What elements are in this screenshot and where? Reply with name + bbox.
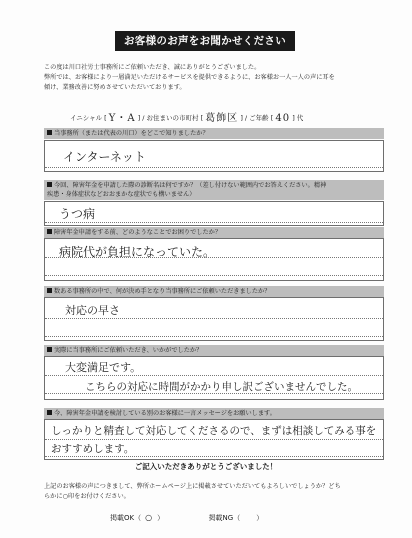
closing-message: ご記入いただきありがとうございました！ bbox=[134, 462, 278, 471]
residence-value: 葛飾区 bbox=[205, 113, 239, 124]
answer-text: インターネット bbox=[63, 150, 146, 164]
intro-line: 弊所では、お客様により一層満足いただけるサービスを提供できるように、お客様お一人一人の声に耳を bbox=[44, 74, 335, 81]
survey-title: お客様のお声をお聞かせください bbox=[115, 31, 295, 51]
question-5 bbox=[44, 345, 384, 356]
consent-line: 上記のお客様の声につきまして、弊所ホームページ上に掲載させていただいてもよろしいでしょうか？どち bbox=[44, 483, 341, 490]
question-4 bbox=[44, 286, 384, 297]
answer-box-4 bbox=[44, 297, 384, 341]
question-text: 実際に当事務所にご依頼いただき、いかがでしたか？ bbox=[54, 347, 203, 354]
publication-consent-text bbox=[44, 482, 384, 502]
question-1 bbox=[44, 128, 384, 139]
question-2 bbox=[44, 180, 384, 200]
question-text: 障害年金申請をする前、どのようなことでお困りでしたか？ bbox=[54, 229, 222, 236]
question-bullet-icon bbox=[47, 130, 52, 135]
question-6 bbox=[44, 408, 384, 419]
question-text: 疾患・身体症状などおおまかな症状でも構いません） bbox=[47, 191, 196, 198]
answer-rule bbox=[45, 275, 383, 276]
answer-text: しっかりと精査して対応してくださるので、まずは相談してみる事を bbox=[51, 425, 377, 437]
publish-ng-label: 掲載NG（ bbox=[208, 514, 241, 522]
question-bullet-icon bbox=[47, 347, 52, 352]
consent-line: らかに○印をお付けください。 bbox=[44, 493, 130, 500]
answer-text: 病院代が負担になっていた。 bbox=[59, 245, 216, 259]
intro-line: 傾け、業務改善に努めさせていただいております。 bbox=[44, 84, 186, 91]
answer-box-6 bbox=[44, 419, 384, 460]
answer-text: 対応の早さ bbox=[65, 304, 120, 317]
answer-box-2 bbox=[44, 201, 384, 226]
residence-label: ] / お住まいの市町村 [ bbox=[137, 114, 204, 123]
publish-ok-mark: ○ bbox=[145, 513, 154, 522]
age-label: ] / ご年齢 [ bbox=[240, 114, 274, 123]
age-value: 40 bbox=[275, 113, 291, 124]
question-text: 今、障害年金申請を検討している別のお客様に一言メッセージをお願いします。 bbox=[54, 410, 276, 417]
answer-rule bbox=[45, 222, 383, 223]
age-suffix: ] 代 bbox=[292, 114, 304, 123]
publish-ok-label: 掲載OK（ bbox=[110, 514, 142, 522]
answer-text: 大変満足です。 bbox=[65, 361, 142, 374]
answer-text: うつ病 bbox=[59, 207, 96, 221]
question-bullet-icon bbox=[47, 410, 52, 415]
answer-rule bbox=[45, 336, 383, 337]
publish-ng-close: ） bbox=[256, 514, 264, 522]
question-bullet-icon bbox=[47, 229, 52, 234]
intro-line: この度は川口社労士事務所にご依頼いただき、誠にありがとうございました。 bbox=[44, 64, 261, 71]
question-text: 今回、障害年金を申請した際の診断名は何ですか？（差し付けない範囲内でお答えください。精神 bbox=[54, 182, 327, 189]
publish-ng-option[interactable] bbox=[209, 514, 264, 523]
question-bullet-icon bbox=[47, 182, 52, 187]
answer-box-1 bbox=[44, 140, 384, 172]
answer-text: おすすめします。 bbox=[51, 443, 135, 455]
initials-label: イニシャル [ bbox=[70, 114, 107, 123]
answer-text: こちらの対応に時間がかかり申し訳ございませんでした。 bbox=[85, 381, 358, 393]
question-3 bbox=[44, 227, 384, 238]
answer-box-3 bbox=[44, 238, 384, 281]
publish-ok-option[interactable] bbox=[110, 513, 164, 524]
question-bullet-icon bbox=[47, 288, 52, 293]
respondent-info bbox=[70, 112, 390, 126]
question-text: 数ある事務所の中で、何が決め手となり当事務所にご依頼いただきましたか？ bbox=[54, 288, 271, 295]
initials-value: Y・A bbox=[108, 113, 136, 124]
answer-rule bbox=[45, 439, 383, 440]
publish-ok-close: ） bbox=[157, 514, 165, 522]
answer-box-5 bbox=[44, 356, 384, 400]
question-text: 当事務所（または代表の川口）をどこで知りましたか？ bbox=[54, 130, 209, 137]
publication-choice bbox=[110, 513, 330, 524]
intro-text bbox=[44, 63, 384, 93]
answer-rule bbox=[45, 167, 383, 168]
